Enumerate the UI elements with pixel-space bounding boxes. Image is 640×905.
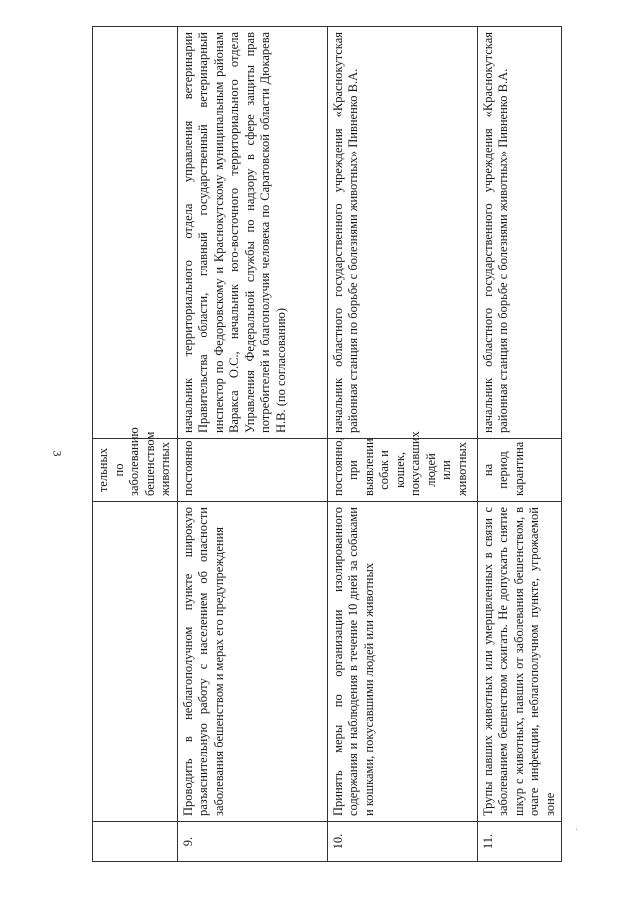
row-number-cell: 11. [477,822,562,862]
scan-mark: · [575,825,579,836]
table-row [177,27,327,862]
measure-cell [93,502,178,822]
row-number-cell: 9. [177,822,327,862]
term-cell: тельных по заболеванию бешенством животных [93,439,178,502]
measure-cell: Трупы павших животных или умерщвленных в связи с заболеванием бешенством сжигать. Не допускать снятие шкур с животных, павших от заболевания бешенством, в очаге инфекции, неблагополучном пункте, угрожаемой зоне [477,502,562,822]
responsible-cell: начальник областного государственного учреждения «Краснокутская районная станция по борьбе с болезнями животных» Пивненко В.А. [327,27,477,439]
responsible-cell: начальник территориального отдела управления ветеринарии Правительства области, главный государственный ветеринарный инспектор по Федоровскому и Краснокутскому муниципальным районам Варакса О.С., начальник юго-восточного территориального отдела Управления Федеральной службы по надзору в сфере защиты прав потребителей и благополучия человека по Саратовской области Дюкарева Н.В. (по согласованию) [177,27,327,439]
responsible-cell [93,27,178,439]
term-cell: постоянно [177,439,327,502]
table-row [477,27,562,862]
measure-cell: Принять меры по организации изолированного содержания и наблюдения в течение 10 дней за собаками и кошками, покусавшими людей или животных [327,502,477,822]
rotated-table-container [92,27,557,862]
measure-cell: Проводить в неблагополучном пункте широкую разъяснительную работу с населением об опасности заболевания бешенством и мерах его предупреждения [177,502,327,822]
measures-table [92,26,562,862]
table-row [327,27,477,862]
term-cell: постоянно, при выявлении собак и кошек, покусавших людей или животных [327,439,477,502]
responsible-cell: начальник областного государственного учреждения «Краснокутская районная станция по борьбе с болезнями животных» Пивненко В.А. [477,27,562,439]
page-number: 3 [50,450,65,457]
row-number-cell [93,822,178,862]
table-row [93,27,178,862]
row-number-cell: 10. [327,822,477,862]
term-cell: на период карантина [477,439,562,502]
